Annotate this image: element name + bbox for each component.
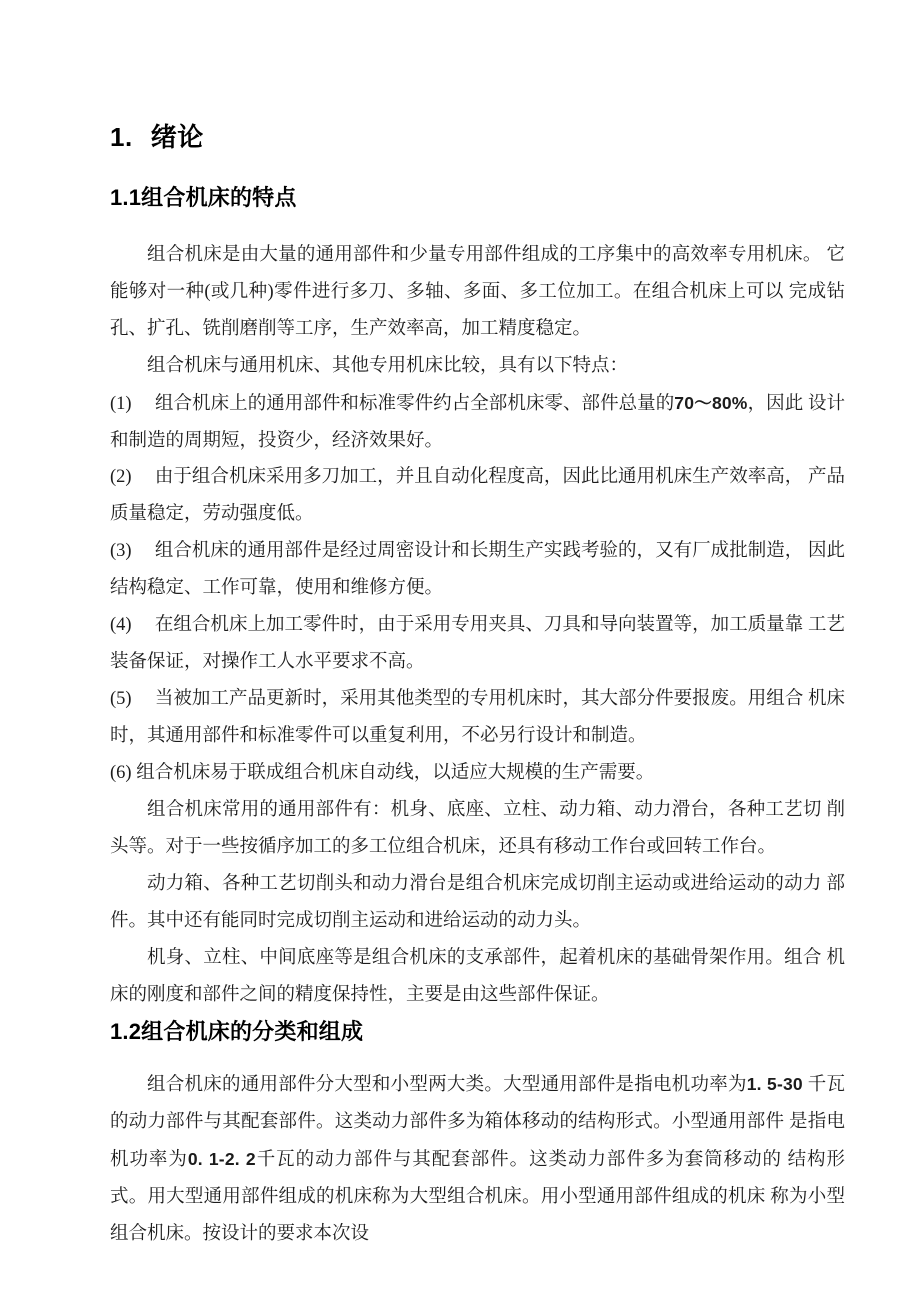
list-item-6-text: 组合机床易于联成组合机床自动线，以适应大规模的生产需要。 — [136, 763, 655, 783]
list-item-3-text: 组合机床的通用部件是经过周密设计和长期生产实践考验的，又有厂成批制造， 因此结构稳定、工作可靠，使用和维修方便。 — [110, 541, 845, 598]
section-heading-1-1: 1.1组合机床的特点 — [110, 185, 297, 210]
paragraph-support-parts: 机身、立柱、中间底座等是组合机床的支承部件，起着机床的基础骨架作用。组合 机床的刚度和部件之间的精度保持性，主要是由这些部件保证。 — [110, 948, 845, 1005]
chapter-title — [110, 122, 845, 152]
list-item-1 — [110, 385, 845, 460]
list-item-1-percent-value: 70〜80% — [674, 393, 748, 413]
list-item-1-gap — [132, 394, 155, 414]
classification-power-range-large: 1. 5-30 — [746, 1074, 803, 1094]
classification-power-range-small-end: 2. 2 — [224, 1149, 256, 1169]
chapter-number: 1. — [110, 122, 133, 152]
paragraph-intro: 组合机床是由大量的通用部件和少量专用部件组成的工序集中的高效率专用机床。 它能够对一种(或几种)零件进行多刀、多轴、多面、多工位加工。在组合机床上可以 完成钻孔、扩孔、铣削磨削等工序，生产效率高，加工精度稳定。 — [110, 245, 845, 339]
section-heading-1-2: 1.2组合机床的分类和组成 — [110, 1019, 364, 1044]
list-item-4-number: (4) — [110, 615, 132, 635]
classification-seg-2: 千瓦的动力部件与其配套部件。这类动力部件多为箱体移动的结构形式。小型通用部件 是指电机功率为 — [110, 1075, 845, 1170]
list-item-6 — [110, 755, 845, 792]
list-item-4-gap — [132, 615, 155, 635]
list-item-6-number: (6) — [110, 763, 132, 783]
list-item-5-number: (5) — [110, 689, 132, 709]
paragraph-power-unit: 动力箱、各种工艺切削头和动力滑台是组合机床完成切削主运动或进给运动的动力 部件。其中还有能同时完成切削主运动和进给运动的动力头。 — [110, 874, 845, 931]
classification-power-range-small-start: 0. 1- — [187, 1149, 225, 1169]
list-item-3-number: (3) — [110, 541, 132, 561]
list-item-3 — [110, 533, 845, 607]
chapter-title-text: 绪论 — [150, 122, 204, 152]
list-item-4-text: 在组合机床上加工零件时，由于采用专用夹具、刀具和导向装置等，加工质量靠 工艺装备保证，对操作工人水平要求不高。 — [110, 615, 845, 672]
list-item-5 — [110, 681, 845, 755]
paragraph-features-lead: 组合机床与通用机床、其他专用机床比较，具有以下特点： — [147, 356, 629, 376]
list-item-2-number: (2) — [110, 467, 132, 487]
list-item-4 — [110, 607, 845, 681]
list-item-3-gap — [132, 541, 155, 561]
list-item-2-text: 由于组合机床采用多刀加工，并且自动化程度高，因此比通用机床生产效率高， 产品质量稳定，劳动强度低。 — [110, 467, 845, 524]
list-item-1-text-after: ，因此 设计和制造的周期短，投资少，经济效果好。 — [110, 394, 845, 451]
list-item-2 — [110, 459, 845, 533]
list-item-5-gap — [132, 689, 155, 709]
list-item-1-text-before: 组合机床上的通用部件和标准零件约占全部机床零、部件总量的 — [154, 394, 675, 414]
paragraph-common-parts: 组合机床常用的通用部件有：机身、底座、立柱、动力箱、动力滑台，各种工艺切 削头等。对于一些按循序加工的多工位组合机床，还具有移动工作台或回转工作台。 — [110, 800, 845, 857]
classification-seg-1: 组合机床的通用部件分大型和小型两大类。大型通用部件是指电机功率为 — [147, 1075, 747, 1095]
classification-seg-4: 千瓦的动力部件与其配套部件。这类动力部件多为套筒移动的 结构形式。用大型通用部件组成的机床称为大型组合机床。用小型通用部件组成的机床 称为小型组合机床。按设计的要求本次设 — [110, 1150, 845, 1244]
list-item-5-text: 当被加工产品更新时，采用其他类型的专用机床时，其大部分件要报废。用组合 机床时，其通用部件和标准零件可以重复利用，不必另行设计和制造。 — [110, 689, 845, 746]
list-item-1-number: (1) — [110, 394, 132, 414]
paragraph-classification — [110, 1066, 845, 1253]
list-item-2-gap — [132, 467, 155, 487]
